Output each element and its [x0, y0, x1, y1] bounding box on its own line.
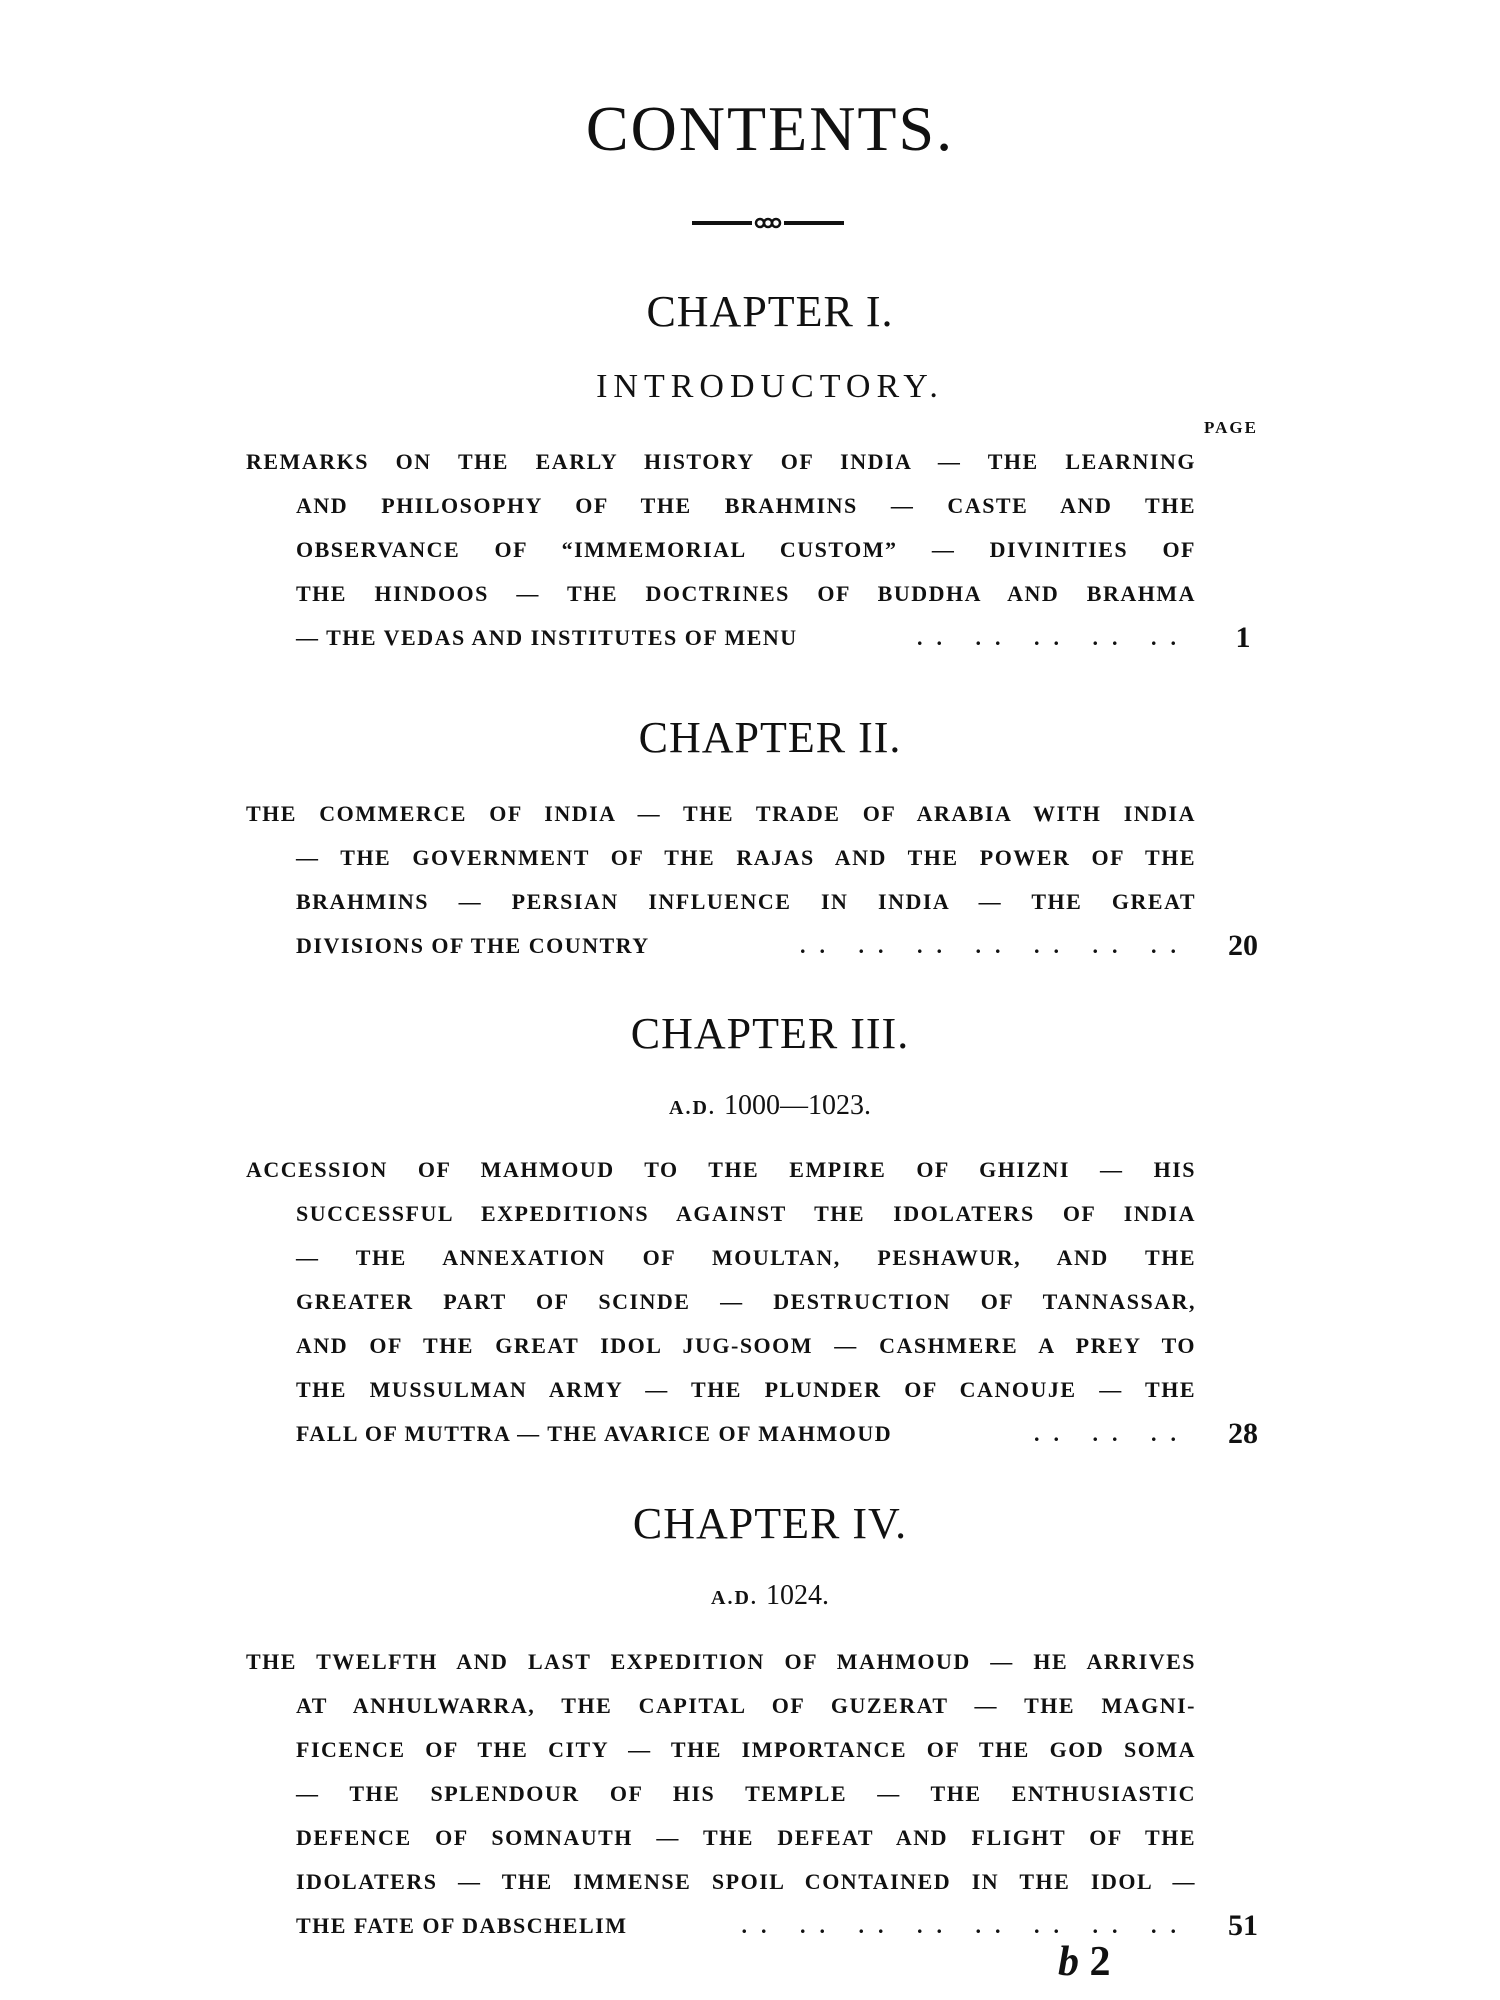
summary-line: — THE SPLENDOUR OF HIS TEMPLE — THE ENTHUSIASTIC [296, 1781, 1196, 1806]
summary-line: THE TWELFTH AND LAST EXPEDITION OF MAHMOUD — HE ARRIVES [246, 1649, 1196, 1674]
page-title: CONTENTS. [585, 93, 955, 164]
summary-line: REMARKS ON THE EARLY HISTORY OF INDIA — THE LEARNING [246, 449, 1196, 474]
summary-line: — THE GOVERNMENT OF THE RAJAS AND THE POWER OF THE [296, 845, 1196, 870]
chapter-3-page-number: 28 [1228, 1417, 1258, 1450]
summary-line: AND OF THE GREAT IDOL JUG-SOOM — CASHMERE A PREY TO [296, 1333, 1196, 1358]
chapter-2-page-number: 20 [1228, 929, 1258, 962]
chapter-4-heading: CHAPTER IV. [632, 1499, 908, 1548]
chapter-4-summary [246, 1640, 1196, 1948]
summary-line: BRAHMINS — PERSIAN INFLUENCE IN INDIA — THE GREAT [296, 889, 1196, 914]
signature-mark [1058, 1938, 1111, 1986]
page-column-label: PAGE [1204, 418, 1258, 437]
summary-line: OBSERVANCE OF “IMMEMORIAL CUSTOM” — DIVINITIES OF [296, 537, 1196, 562]
summary-line: SUCCESSFUL EXPEDITIONS AGAINST THE IDOLATERS OF INDIA [296, 1201, 1196, 1226]
date-range: 1000—1023. [723, 1090, 871, 1121]
chapter-4-date [0, 1580, 1500, 1612]
summary-line: GREATER PART OF SCINDE — DESTRUCTION OF TANNASSAR, [296, 1289, 1196, 1314]
summary-line: FICENCE OF THE CITY — THE IMPORTANCE OF THE GOD SOMA [296, 1737, 1196, 1762]
summary-line-text: THE FATE OF DABSCHELIM [296, 1913, 628, 1938]
signature-letter: b [1058, 1939, 1079, 1985]
summary-line [296, 616, 1196, 660]
dot-leaders: .. .. .. .. .. .. .. [800, 933, 1190, 958]
summary-line-text: DIVISIONS OF THE COUNTRY [296, 933, 650, 958]
chapter-3-date [0, 1090, 1500, 1122]
chapter-3-summary [246, 1148, 1196, 1456]
date-prefix: A.D. [711, 1587, 758, 1609]
chapter-2-summary [246, 792, 1196, 968]
chapter-2-heading: CHAPTER II. [638, 713, 902, 762]
summary-line: IDOLATERS — THE IMMENSE SPOIL CONTAINED IN THE IDOL — [296, 1869, 1196, 1894]
summary-line: — THE ANNEXATION OF MOULTAN, PESHAWUR, AND THE [296, 1245, 1196, 1270]
chapter-1-summary [246, 440, 1196, 660]
summary-line-text: FALL OF MUTTRA — THE AVARICE OF MAHMOUD [296, 1421, 893, 1446]
summary-line: THE COMMERCE OF INDIA — THE TRADE OF ARABIA WITH INDIA [246, 801, 1196, 826]
summary-line: AT ANHULWARRA, THE CAPITAL OF GUZERAT — THE MAGNI- [296, 1693, 1196, 1718]
date-year: 1024. [765, 1580, 829, 1611]
chapter-4-page-number: 51 [1228, 1909, 1258, 1942]
chapter-3-heading: CHAPTER III. [630, 1009, 910, 1058]
date-prefix: A.D. [669, 1097, 716, 1119]
dot-leaders: .. .. .. [1034, 1421, 1190, 1446]
dot-leaders: .. .. .. .. .. [917, 625, 1190, 650]
summary-line [296, 1412, 1196, 1456]
ornament-divider-icon [688, 208, 848, 238]
summary-line [296, 924, 1196, 968]
dot-leaders: .. .. .. .. .. .. .. .. [741, 1913, 1190, 1938]
summary-line: DEFENCE OF SOMNAUTH — THE DEFEAT AND FLIGHT OF THE [296, 1825, 1196, 1850]
summary-line: ACCESSION OF MAHMOUD TO THE EMPIRE OF GHIZNI — HIS [246, 1157, 1196, 1182]
signature-number: 2 [1089, 1939, 1111, 1985]
summary-line: AND PHILOSOPHY OF THE BRAHMINS — CASTE AND THE [296, 493, 1196, 518]
summary-line: THE HINDOOS — THE DOCTRINES OF BUDDHA AND BRAHMA [296, 581, 1196, 606]
chapter-1-page-number: 1 [1235, 621, 1251, 654]
chapter-1-subtitle: INTRODUCTORY. [596, 368, 944, 405]
summary-line: THE MUSSULMAN ARMY — THE PLUNDER OF CANOUJE — THE [296, 1377, 1196, 1402]
summary-line-text: — THE VEDAS AND INSTITUTES OF MENU [296, 625, 798, 650]
chapter-1-heading: CHAPTER I. [646, 287, 894, 336]
